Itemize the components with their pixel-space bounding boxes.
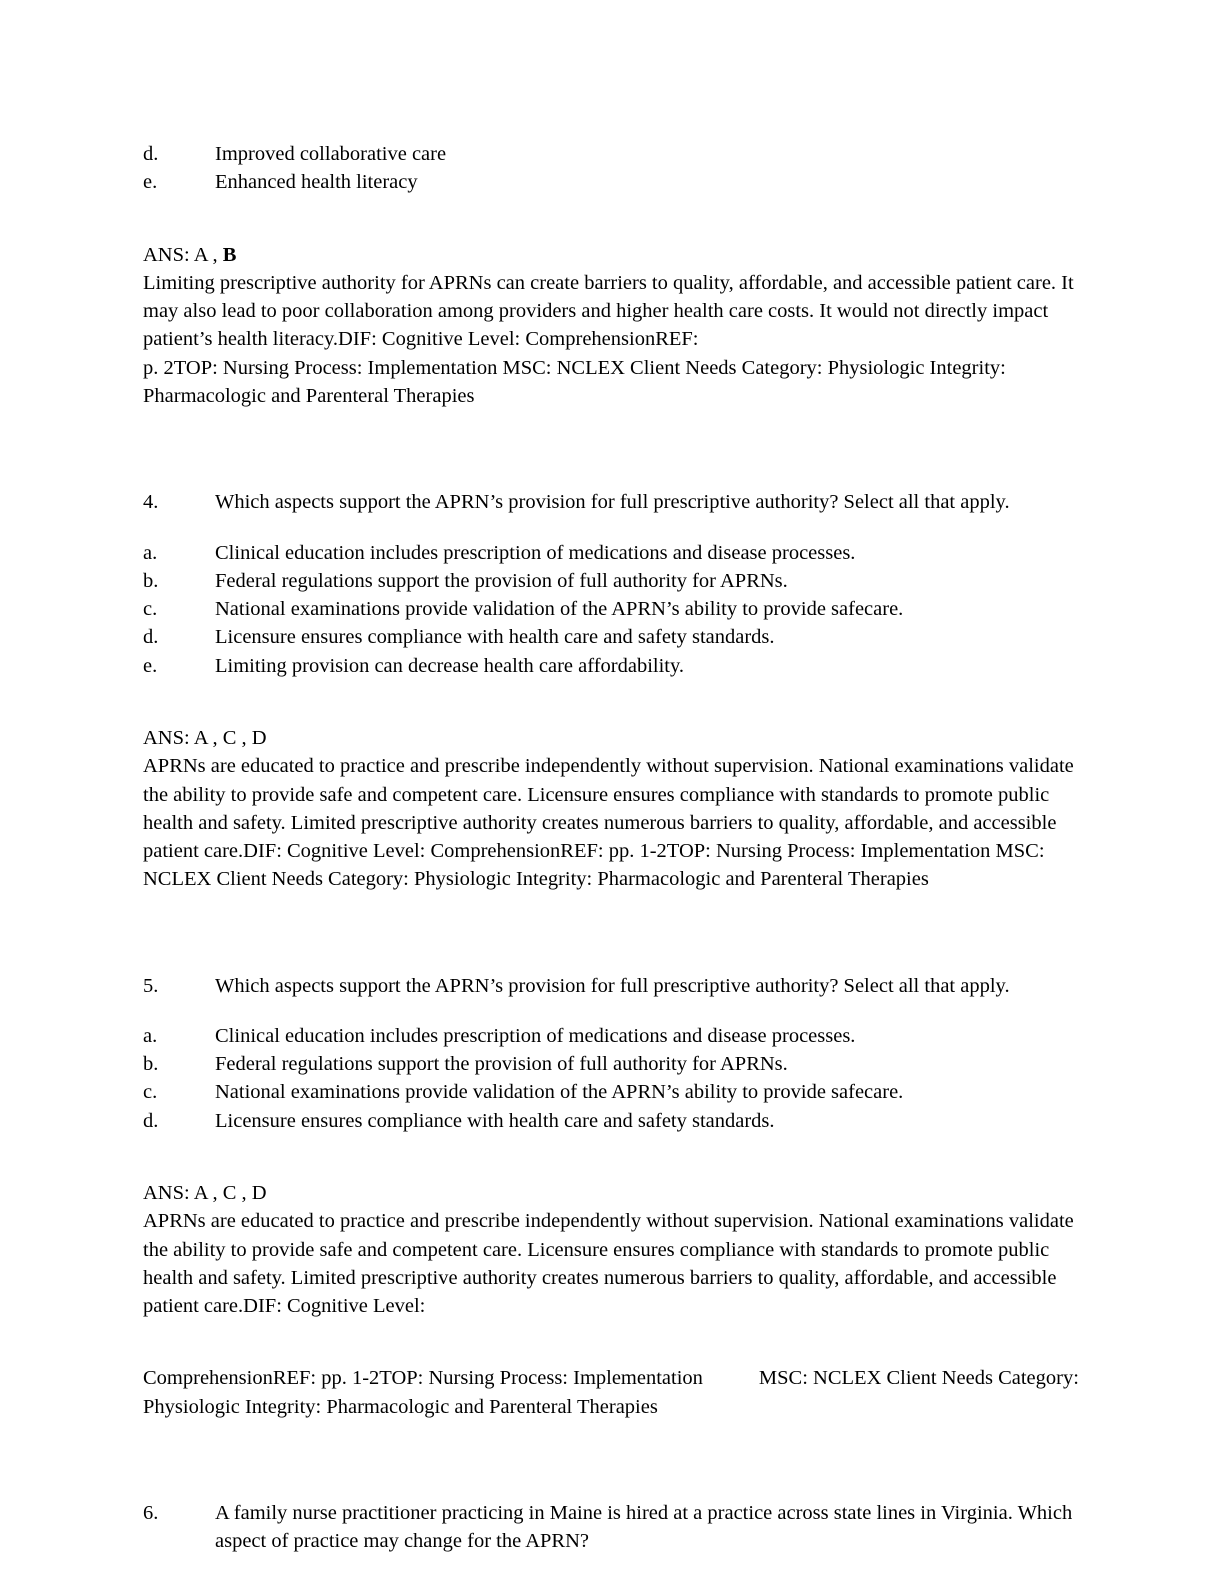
- list-item: [143, 1078, 1081, 1106]
- option-label: a.: [143, 1024, 158, 1047]
- option-label: b.: [143, 569, 159, 592]
- spacer: [143, 410, 1081, 488]
- list-item: [143, 652, 1081, 680]
- option-text: Enhanced health literacy: [215, 171, 418, 194]
- list-item: [143, 1050, 1081, 1078]
- spacer: [143, 680, 1081, 724]
- option-text: Clinical education includes prescription of medications and disease processes.: [215, 541, 856, 564]
- question-stem: Which aspects support the APRN’s provision for full prescriptive authority? Select all that apply.: [215, 491, 1010, 514]
- question-number: 6.: [143, 1502, 159, 1524]
- option-label: c.: [143, 598, 158, 621]
- spacer: [143, 1135, 1081, 1179]
- list-item: [143, 623, 1081, 651]
- option-text: Federal regulations support the provision of full authority for APRNs.: [215, 1053, 788, 1076]
- option-text: Improved collaborative care: [215, 143, 447, 165]
- question-number: 5.: [143, 974, 159, 997]
- rationale-5-tail: [143, 1364, 1081, 1421]
- list-item: [143, 140, 1081, 168]
- option-text: Clinical education includes prescription of medications and disease processes.: [215, 1024, 856, 1047]
- option-label: d.: [143, 1109, 159, 1132]
- spacer: [143, 1421, 1081, 1499]
- question-6: [143, 1499, 1081, 1556]
- option-text: Federal regulations support the provision of full authority for APRNs.: [215, 569, 788, 592]
- rationale-1-tail: p. 2TOP: Nursing Process: Implementation MSC: NCLEX Client Needs Category: Physiologic Integrity: Pharmacologic and Parenteral Therapies: [143, 356, 1006, 407]
- answer-key-4: ANS: A , C , D: [143, 726, 267, 749]
- question-5: [143, 972, 1081, 1000]
- spacer: [143, 894, 1081, 972]
- spacer: [143, 1320, 1081, 1364]
- rationale-5: APRNs are educated to practice and prescribe independently without supervision. National examinations validate the ability to provide safe and competent care. Licensure ensures compliance with standards to promote public health and safety. Limited prescriptive authority creates numerous barriers to quality, affordable, and accessible patient care.DIF: Cognitive Level:: [143, 1210, 1074, 1318]
- option-label: d.: [143, 626, 159, 649]
- option-label: e.: [143, 654, 158, 677]
- spacer: [143, 517, 1081, 539]
- spacer: [143, 197, 1081, 241]
- list-item: [143, 1022, 1081, 1050]
- list-item: [143, 539, 1081, 567]
- list-item: [143, 168, 1081, 196]
- rationale-1: Limiting prescriptive authority for APRNs can create barriers to quality, affordable, and accessible patient care. It may also lead to poor collaboration among providers and higher health care costs. It would not directly impact patient’s health literacy.DIF: Cognitive Level: ComprehensionREF:: [143, 271, 1074, 351]
- option-text: National examinations provide validation of the APRN’s ability to provide safecare.: [215, 598, 904, 621]
- option-text: Limiting provision can decrease health care affordability.: [215, 654, 685, 677]
- document-body: [143, 140, 1081, 1556]
- list-item: [143, 567, 1081, 595]
- option-text: Licensure ensures compliance with health care and safety standards.: [215, 626, 775, 649]
- option-label: b.: [143, 1053, 159, 1076]
- option-label: a.: [143, 541, 158, 564]
- option-text: Licensure ensures compliance with health care and safety standards.: [215, 1109, 775, 1132]
- answer-key-1: [143, 241, 1081, 269]
- option-label: c.: [143, 1081, 158, 1104]
- list-item: [143, 595, 1081, 623]
- answer-prefix: ANS: A ,: [143, 243, 223, 266]
- question-stem: A family nurse practitioner practicing in Maine is hired at a practice across state lines in Virginia. Which aspect of practice may change for the APRN?: [215, 1502, 1073, 1553]
- question-stem: Which aspects support the APRN’s provision for full prescriptive authority? Select all that apply.: [215, 974, 1010, 997]
- rationale-5-tail-a: ComprehensionREF: pp. 1-2TOP: Nursing Process: Implementation: [143, 1367, 703, 1390]
- question-4: [143, 488, 1081, 516]
- option-label: e.: [143, 171, 158, 194]
- question-number: 4.: [143, 491, 159, 514]
- option-label: d.: [143, 143, 159, 165]
- rationale-4: APRNs are educated to practice and prescribe independently without supervision. National examinations validate the ability to provide safe and competent care. Licensure ensures compliance with standards to promote public health and safety. Limited prescriptive authority creates numerous barriers to quality, affordable, and accessible patient care.DIF: Cognitive Level: ComprehensionREF: pp. 1-2TOP: Nursing Process: Implementation MSC: NCLEX Client Needs Category: Physiologic Integrity: Pharmacologic and Parenteral Therapies: [143, 755, 1074, 891]
- spacer: [143, 1000, 1081, 1022]
- rationale-5-tail-b: MSC: NCLEX Client Needs Category: Physiologic Integrity: Pharmacologic and Parenteral Therapies: [143, 1367, 1079, 1418]
- option-text: National examinations provide validation of the APRN’s ability to provide safecare.: [215, 1081, 904, 1104]
- list-item: [143, 1107, 1081, 1135]
- answer-key-5: ANS: A , C , D: [143, 1182, 267, 1205]
- answer-bold-letter: B: [222, 243, 237, 266]
